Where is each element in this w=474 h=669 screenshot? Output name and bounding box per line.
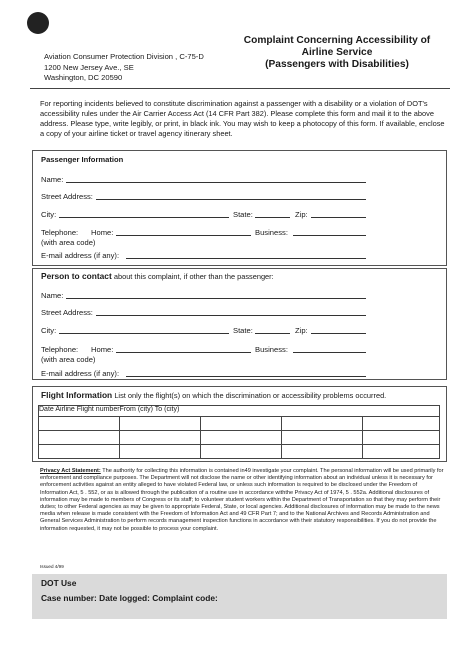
passenger-city-field[interactable] <box>59 217 229 218</box>
passenger-business-label: Business: <box>255 228 288 237</box>
passenger-state-field[interactable] <box>255 217 290 218</box>
contact-section-title: Person to contact <box>41 271 112 281</box>
title-line-1: Complaint Concerning Accessibility of <box>243 35 431 46</box>
flight-cell[interactable] <box>201 445 282 459</box>
flight-table-header: Date Airline Flight numberFrom (city) To (city) <box>39 406 440 417</box>
passenger-email-field[interactable] <box>126 258 366 259</box>
passenger-home-phone-field[interactable] <box>116 235 251 236</box>
passenger-state-label: State: <box>233 210 253 219</box>
address-line-1: Aviation Consumer Protection Division , C-75-D <box>44 52 204 61</box>
contact-street-label: Street Address: <box>41 308 93 317</box>
address-line-3: Washington, DC 20590 <box>44 73 123 83</box>
flight-table <box>38 405 440 459</box>
flight-section-heading <box>41 391 386 400</box>
contact-state-field[interactable] <box>255 333 290 334</box>
flight-cell[interactable] <box>363 431 440 445</box>
agency-address <box>44 52 204 84</box>
contact-email-field[interactable] <box>126 376 366 377</box>
flight-cell[interactable] <box>282 431 363 445</box>
passenger-business-phone-field[interactable] <box>293 235 366 236</box>
contact-name-field[interactable] <box>66 298 366 299</box>
flight-section-title: Flight Information <box>41 390 113 400</box>
contact-home-label: Home: <box>91 345 114 354</box>
contact-home-phone-field[interactable] <box>116 352 251 353</box>
flight-cell[interactable] <box>282 417 363 431</box>
contact-zip-label: Zip: <box>295 326 308 335</box>
passenger-street-field[interactable] <box>96 199 366 200</box>
contact-city-label: City: <box>41 326 57 335</box>
privacy-act-statement <box>40 468 445 533</box>
contact-business-phone-field[interactable] <box>293 352 366 353</box>
title-line-3: (Passengers with Disabilities) <box>265 59 409 70</box>
flight-cell[interactable] <box>201 431 282 445</box>
passenger-section <box>32 150 447 266</box>
dot-use-case-fields: Case number: Date logged: Complaint code: <box>41 593 218 603</box>
contact-street-field[interactable] <box>96 315 366 316</box>
privacy-heading: Privacy Act Statement: <box>40 468 101 474</box>
contact-telephone-label: Telephone: <box>41 345 79 354</box>
passenger-zip-field[interactable] <box>311 217 366 218</box>
flight-cell[interactable] <box>282 445 363 459</box>
contact-state-label: State: <box>233 326 253 335</box>
contact-section-note: about this complaint, if other than the passenger: <box>113 272 274 281</box>
title-line-2: Airline Service <box>301 47 373 58</box>
passenger-name-field[interactable] <box>66 182 366 183</box>
contact-business-label: Business: <box>255 345 288 354</box>
privacy-text: The authority for collecting this information is contained in49 investigate your complaint. The personal information will be used primarily for enforcement and compliance purposes. The Department will not disclose the name or other identifying information about an individual unless it is necessary for enforcement activities against an entity alleged to have violated Federal law, or unless such information is required to be disclosed under the Freedom of Information Act, 5 . 552, or as is allowed through the publication of a routine use in accordance withthe Privacy Act of 1974, 5 . 552a. Additional disclosures of information may be made to members of Congress or its staff; to volunteer student workers within the Department of Transportation so that they may perform their duties; to other Federal agencies as may be given to appropriate Federal, State, or local agencies. Additional disclosures of information may be made to the news media when release is made consistent with the Freedom of Information Act and 49 CFR Part 7; and to the National Archives and Records Administration and General Services Administration to perform records management inspection functions in accordance with their statutory responsibilities. If you do not provide the information requested, it may not be possible to process your complaint. <box>40 468 444 532</box>
passenger-name-label: Name: <box>41 175 64 184</box>
flight-table-row <box>39 417 440 431</box>
flight-cell[interactable] <box>201 417 282 431</box>
issued-date: Issued 4/99 <box>40 564 64 569</box>
flight-cell[interactable] <box>363 445 440 459</box>
contact-email-label: E-mail address (if any): <box>41 369 120 378</box>
dot-use-title: DOT Use <box>41 578 77 588</box>
flight-cell[interactable] <box>363 417 440 431</box>
contact-section-heading <box>41 272 274 281</box>
passenger-city-label: City: <box>41 210 57 219</box>
form-title <box>232 35 442 71</box>
flight-cell[interactable] <box>39 431 120 445</box>
flight-table-header-row <box>39 406 440 417</box>
contact-name-label: Name: <box>41 291 64 300</box>
passenger-telephone-label: Telephone: <box>41 228 79 237</box>
flight-cell[interactable] <box>120 445 201 459</box>
flight-section-note: List only the flight(s) on which the discrimination or accessibility problems occurred. <box>114 391 387 400</box>
address-line-2: 1200 New Jersey Ave., SE <box>44 62 134 72</box>
passenger-area-code-label: (with area code) <box>41 238 96 247</box>
flight-table-row <box>39 431 440 445</box>
contact-city-field[interactable] <box>59 333 229 334</box>
passenger-section-title: Passenger Information <box>41 155 124 164</box>
header-divider <box>30 88 450 89</box>
passenger-street-label: Street Address: <box>41 192 93 201</box>
flight-cell[interactable] <box>39 445 120 459</box>
passenger-email-label: E-mail address (if any): <box>41 251 120 260</box>
passenger-zip-label: Zip: <box>295 210 308 219</box>
contact-zip-field[interactable] <box>311 333 366 334</box>
flight-cell[interactable] <box>120 431 201 445</box>
contact-area-code-label: (with area code) <box>41 355 96 364</box>
flight-cell[interactable] <box>39 417 120 431</box>
intro-text: For reporting incidents believed to constitute discrimination against a passenger with a disability or a violation of DOT's accessibility rules under the Air Carrier Access Act (14 CFR Part 382). Please complete this form and mail it to the above address. Please type, write legibly, or print, in black ink. You may wish to keep a photocopy of this form. If available, enclose a copy of your airline ticket or travel agency itinerary sheet. <box>40 99 445 138</box>
flight-table-row <box>39 445 440 459</box>
dot-seal-logo <box>27 12 49 34</box>
passenger-home-label: Home: <box>91 228 114 237</box>
flight-cell[interactable] <box>120 417 201 431</box>
